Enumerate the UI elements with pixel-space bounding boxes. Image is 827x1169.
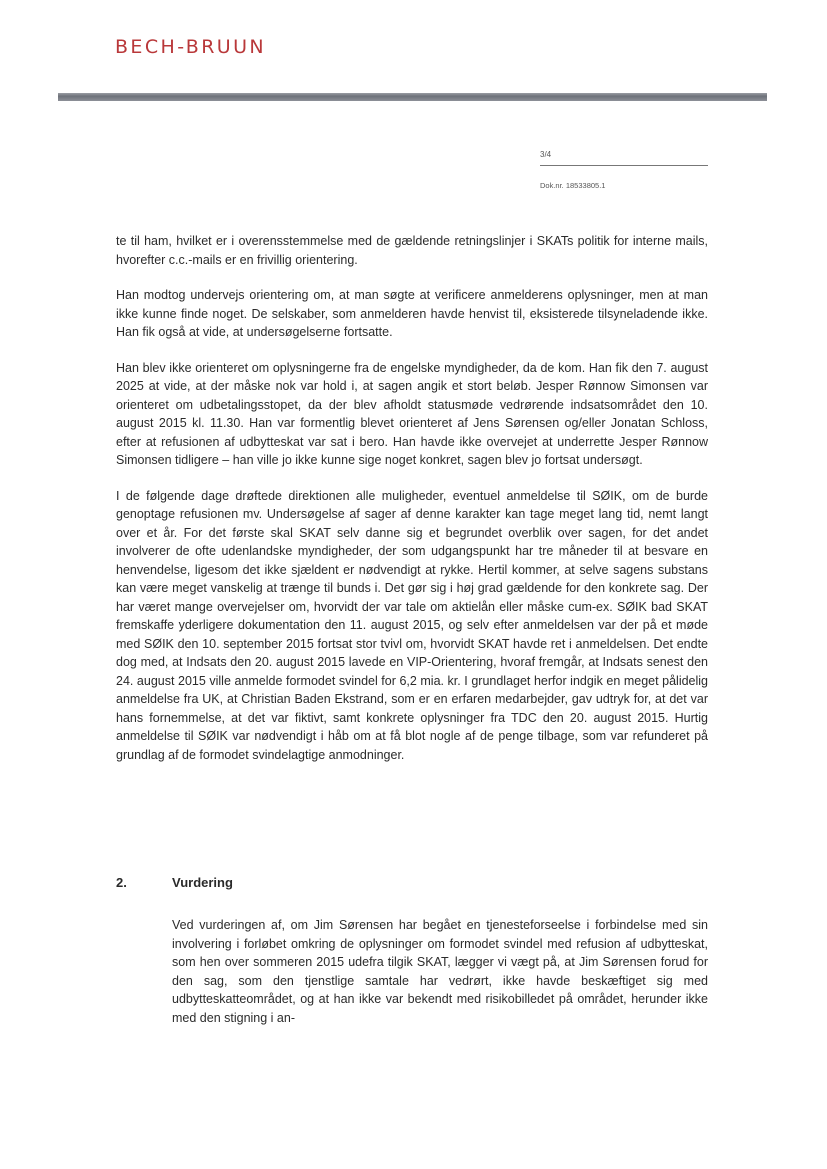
- paragraph-4: I de følgende dage drøftede direktionen alle muligheder, eventuel anmeldelse til SØIK, om de burde genoptage refusionen mv. Undersøgelse af sager af denne karakter kan tage meget lang tid, nemt langt over et år. For det første skal SKAT selv danne sig et begrundet overblik over sagen, for det andet involverer de ofte udenlandske myndigheder, der som udgangspunkt har tre måneder til at besvare en henvendelse, ligesom det ikke sjældent er nødvendigt at rykke. Hertil kommer, at selve sagens substans kan være meget vanskelig at trænge til bunds i. Det gør sig i høj grad gældende for den konkrete sag. Der har været mange overvejelser om, hvorvidt der var tale om aktielån eller måske cum-ex. SØIK bad SKAT fremskaffe yderligere dokumentation den 11. august 2015, og selv efter anmeldelsen var der på et møde med SØIK den 10. september 2015 fortsat stor tvivl om, hvorvidt SKAT havde ret i anmeldelsen. Det endte dog med, at Indsats den 20. august 2015 lavede en VIP-Orientering, hvoraf fremgår, at Indsats senest den 24. august 2015 ville anmelde formodet svindel for 6,2 mia. kr. I grundlaget herfor indgik en meget pålidelig anmeldelse fra UK, at Christian Baden Ekstrand, som er en erfaren medarbejder, gav udtryk for, at det var hans fornemmelse, at det var fiktivt, samt konkrete oplysninger fra TDC den 20. august 2015. Hurtig anmeldelse til SØIK var nødvendigt i håb om at få blot nogle af de penge tilbage, som var refunderet på grundlag af de formodet svindelagtige anmodninger.: [116, 488, 708, 762]
- header-divider-bar: [58, 93, 767, 101]
- body-text: [116, 232, 708, 781]
- company-logo: BECH-BRUUN: [115, 36, 267, 58]
- document-number: Dok.nr. 18533805.1: [540, 181, 606, 190]
- section-paragraph: Ved vurderingen af, om Jim Sørensen har begået en tjenesteforseelse i forbindelse med sin involvering i forløbet omkring de oplysninger om formodet svindel med refusion af udbytteskat, som hen over sommeren 2015 udefra tilgik SKAT, lægger vi vægt på, at Jim Sørensen forud for den sag, som den tjenstlige samtale har vedrørt, ikke havde beskæftiget sig med udbytteskatteområdet, og at han ikke var bekendt med risikobilledet på området, herunder ikke med den stigning i an-: [172, 918, 708, 1025]
- section-title: Vurdering: [172, 875, 233, 890]
- paragraph-2: Han modtog undervejs orientering om, at man søgte at verificere anmelderens oplysninger, men at man ikke kunne finde noget. De selskaber, som anmelderen havde henvist til, eksisterede tilsyneladende ikke. Han fik også at vide, at undersøgelserne fortsatte.: [116, 288, 708, 339]
- section-number: 2.: [116, 875, 127, 890]
- page-number: 3/4: [540, 150, 552, 159]
- paragraph-3: Han blev ikke orienteret om oplysningerne fra de engelske myndigheder, da de kom. Han fik den 7. august 2025 at vide, at der måske nok var hold i, at sagen angik et stort beløb. Jesper Rønnow Simonsen var orienteret om udbetalingsstopet, da der blev afholdt statusmøde vedrørende indsatsområdet den 10. august 2015 kl. 11.30. Han var formentlig blevet orienteret af Jens Sørensen og/eller Jonatan Schloss, efter at refusionen af udbytteskat var sat i bero. Han havde ikke overvejet at underrette Jesper Rønnow Simonsen tidligere – han ville jo ikke kunne sige noget konkret, sagen blev jo fortsat undersøgt.: [116, 360, 708, 467]
- paragraph-1: te til ham, hvilket er i overensstemmelse med de gældende retningslinjer i SKATs politik for interne mails, hvorefter c.c.-mails er en frivillig orientering.: [116, 234, 708, 267]
- meta-divider: [540, 165, 708, 166]
